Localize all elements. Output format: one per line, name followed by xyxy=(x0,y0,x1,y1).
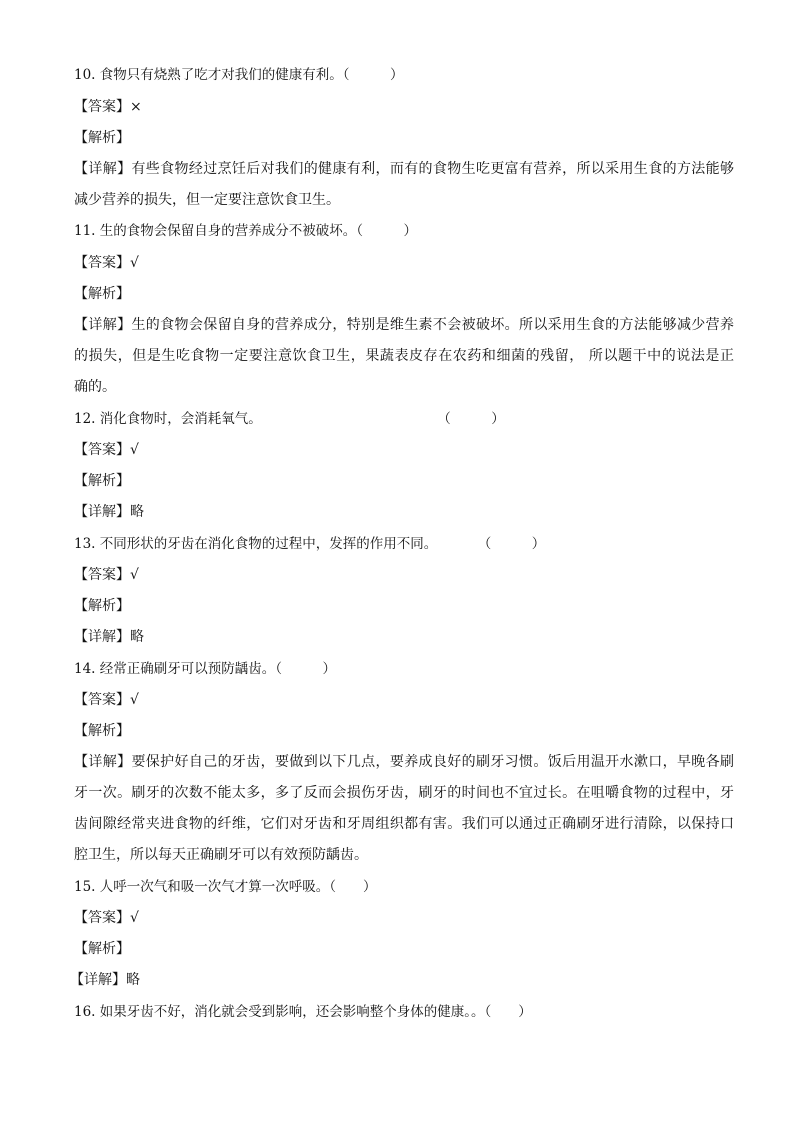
answer-line-13 xyxy=(74,565,734,585)
detail-line-10-2: 减少营养的损失，但一定要注意饮食卫生。 xyxy=(74,192,340,208)
analysis-label-10: 【解析】 xyxy=(74,130,130,146)
detail-line-11-2: 的损失，但是生吃食物一定要注意饮食卫生，果蔬表皮存在农药和细菌的残留， 所以题干中的说法是正 xyxy=(74,348,734,364)
question-13: 13. 不同形状的牙齿在消化食物的过程中，发挥的作用不同。 （ ） xyxy=(74,536,546,552)
detail-text: 略 xyxy=(126,972,140,988)
detail-line-14-2: 牙一次。刷牙的次数不能太多，多了反而会损伤牙齿，刷牙的时间也不宜过长。在咀嚼食物的过程中，牙 xyxy=(74,785,734,801)
answer-line-14 xyxy=(74,690,734,710)
question-15: 15. 人呼一次气和吸一次气才算一次呼吸。（ ） xyxy=(74,879,377,895)
question-14: 14. 经常正确刷牙可以预防龋齿。（ ） xyxy=(74,661,337,677)
detail-text: 要保护好自己的牙齿，要做到以下几点，要养成良好的刷牙习惯。饭后用温开水漱口，早晚各刷 xyxy=(131,754,735,770)
detail-line-10-1 xyxy=(74,159,734,179)
detail-text: 有些食物经过烹饪后对我们的健康有利，而有的食物生吃更富有营养，所以采用生食的方法能够 xyxy=(131,161,735,177)
analysis-label-11: 【解析】 xyxy=(74,286,130,302)
answer-label: 【答案】 xyxy=(74,99,130,115)
answer-value: √ xyxy=(130,692,139,708)
analysis-label-15: 【解析】 xyxy=(74,941,130,957)
answer-line-12 xyxy=(74,440,734,460)
analysis-label-12: 【解析】 xyxy=(74,473,130,489)
detail-label: 【详解】 xyxy=(74,629,130,645)
question-11: 11. 生的食物会保留自身的营养成分不被破坏。（ ） xyxy=(74,223,418,239)
answer-value: × xyxy=(130,99,142,115)
detail-label: 【详解】 xyxy=(74,754,132,770)
detail-line-14-3: 齿间隙经常夹进食物的纤维，它们对牙齿和牙周组织都有害。我们可以通过正确刷牙进行清除，以保持口 xyxy=(74,816,734,832)
analysis-label-14: 【解析】 xyxy=(74,723,130,739)
answer-line-10 xyxy=(74,97,734,117)
detail-line-14-1 xyxy=(74,752,734,772)
detail-label: 【详解】 xyxy=(74,504,130,520)
answer-label: 【答案】 xyxy=(74,442,130,458)
analysis-label-13: 【解析】 xyxy=(74,598,130,614)
question-16: 16. 如果牙齿不好，消化就会受到影响，还会影响整个身体的健康。。（ ） xyxy=(74,1004,532,1020)
answer-line-11 xyxy=(74,253,734,273)
question-10: 10. 食物只有烧熟了吃才对我们的健康有利。（ ） xyxy=(74,67,404,83)
answer-label: 【答案】 xyxy=(74,567,130,583)
answer-value: √ xyxy=(130,910,139,926)
detail-line-15-1 xyxy=(70,970,730,990)
detail-line-13-1 xyxy=(74,627,734,647)
detail-line-14-4: 腔卫生，所以每天正确刷牙可以有效预防龋齿。 xyxy=(74,847,368,863)
detail-text: 略 xyxy=(130,504,144,520)
answer-label: 【答案】 xyxy=(74,255,130,271)
detail-text: 生的食物会保留自身的营养成分，特别是维生素不会被破坏。所以采用生食的方法能够减少营养 xyxy=(131,317,735,333)
question-12: 12. 消化食物时，会消耗氧气。 （ ） xyxy=(74,411,505,427)
detail-line-12-1 xyxy=(74,502,734,522)
detail-line-11-3: 确的。 xyxy=(74,379,116,395)
answer-value: √ xyxy=(130,255,139,271)
detail-line-11-1 xyxy=(74,315,734,335)
answer-value: √ xyxy=(130,567,139,583)
answer-line-15 xyxy=(74,908,734,928)
answer-label: 【答案】 xyxy=(74,692,130,708)
detail-label: 【详解】 xyxy=(70,972,126,988)
detail-text: 略 xyxy=(130,629,144,645)
answer-label: 【答案】 xyxy=(74,910,130,926)
detail-label: 【详解】 xyxy=(74,161,132,177)
detail-label: 【详解】 xyxy=(74,317,132,333)
answer-value: √ xyxy=(130,442,139,458)
